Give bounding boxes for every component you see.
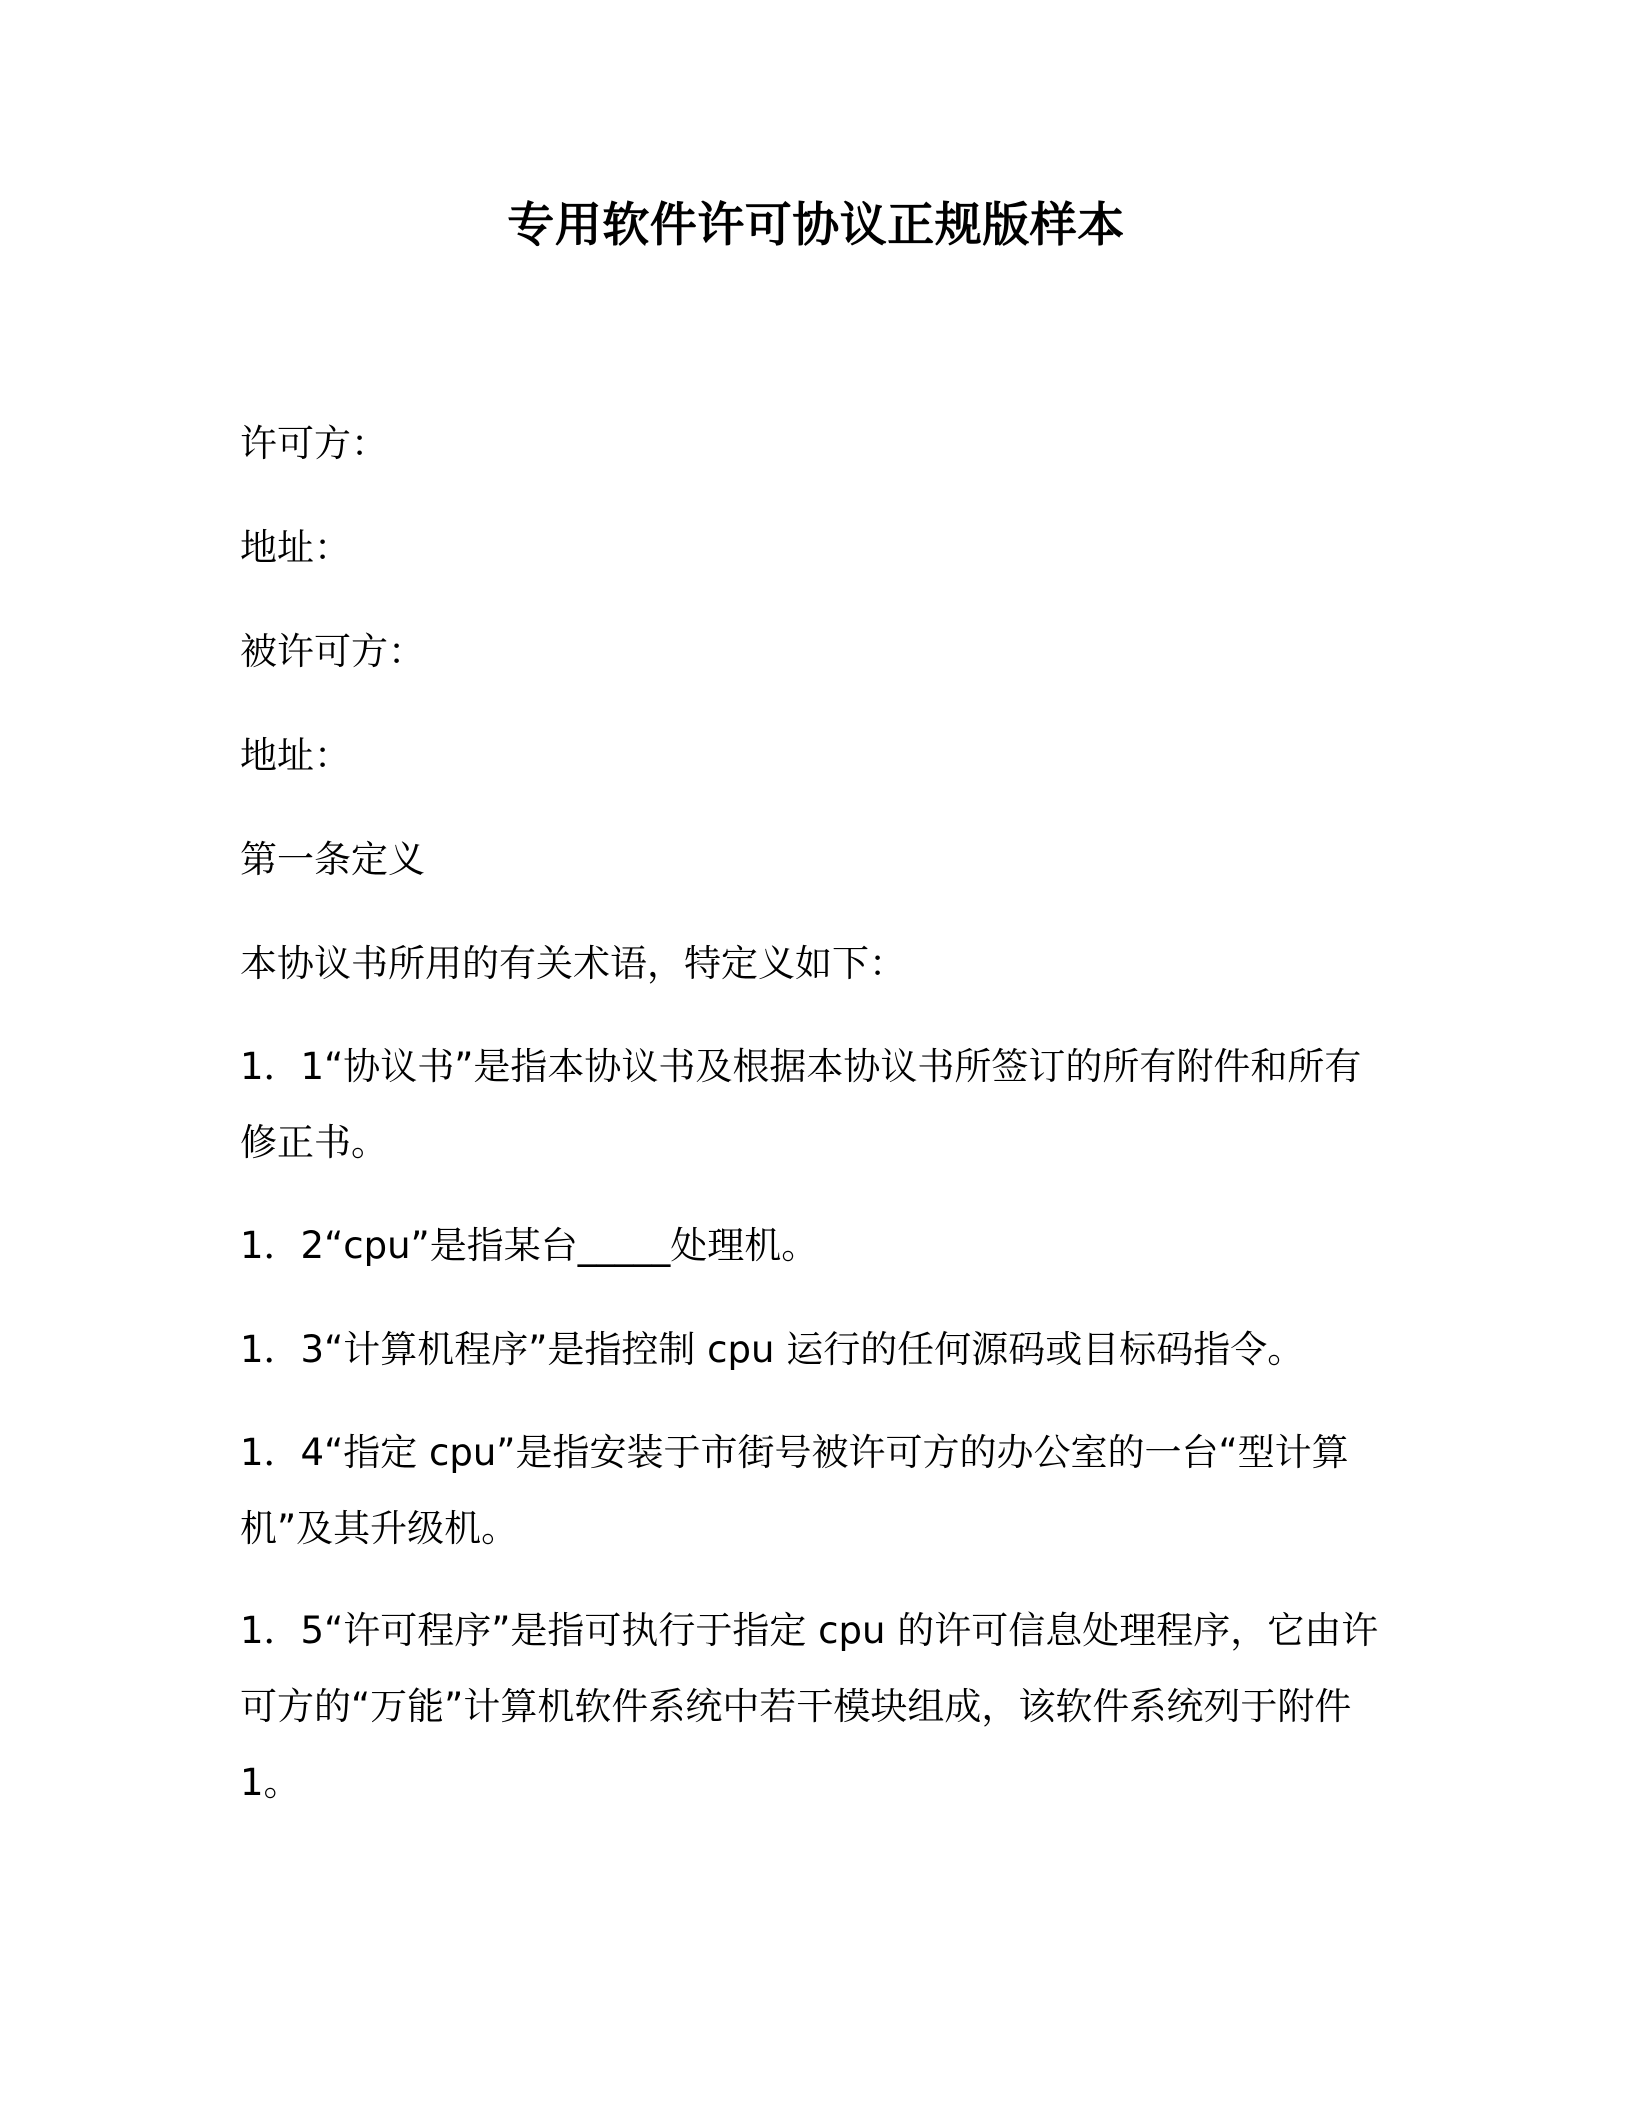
definition-clause: 1．1“协议书”是指本协议书及根据本协议书所签订的所有附件和所有修正书。 bbox=[240, 1045, 1362, 1164]
definition-clause: 1．5“许可程序”是指可执行于指定 cpu 的许可信息处理程序，它由许可方的“万能”计算机软件系统中若干模块组成，该软件系统列于附件 1。 bbox=[240, 1609, 1379, 1804]
licensor-field: 许可方： bbox=[240, 422, 388, 465]
definitions-intro: 本协议书所用的有关术语，特定义如下： bbox=[240, 942, 906, 985]
definition-clause: 1．3“计算机程序”是指控制 cpu 运行的任何源码或目标码指令。 bbox=[240, 1328, 1305, 1371]
document-body bbox=[240, 405, 1380, 1847]
licensee-address-field: 地址： bbox=[240, 734, 351, 777]
definition-clause: 1．4“指定 cpu”是指安装于市街号被许可方的办公室的一台“型计算机”及其升级机。 bbox=[240, 1431, 1349, 1550]
licensee-field: 被许可方： bbox=[240, 630, 425, 673]
article-heading: 第一条定义 bbox=[240, 838, 425, 881]
definition-clause: 1．2“cpu”是指某台_____处理机。 bbox=[240, 1224, 819, 1267]
document-title: 专用软件许可协议正规版样本 bbox=[507, 198, 1125, 253]
licensor-address-field: 地址： bbox=[240, 526, 351, 569]
